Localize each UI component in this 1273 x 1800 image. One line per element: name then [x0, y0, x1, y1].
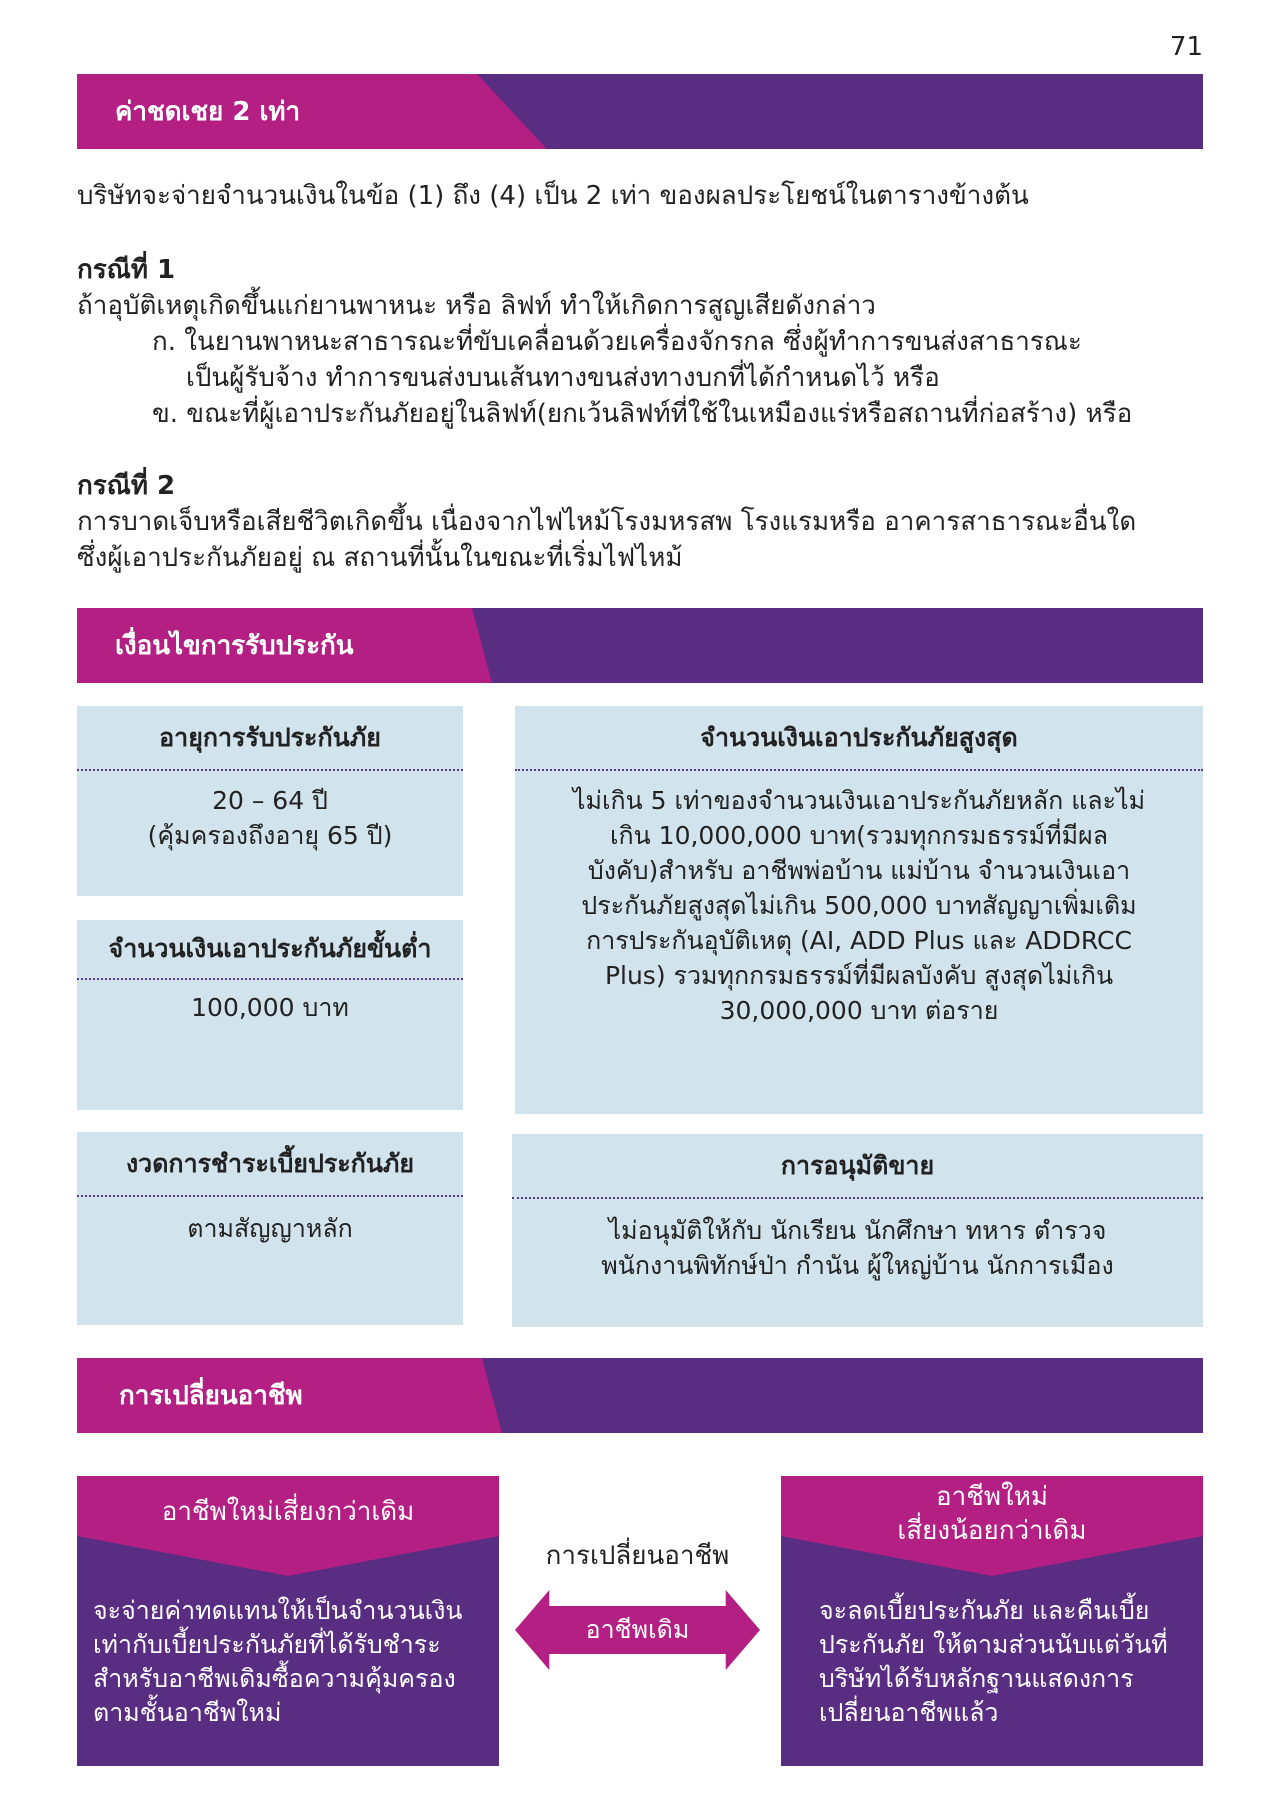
lower-risk-title-line1: อาชีพใหม่ [936, 1482, 1048, 1512]
max-sum-line: ประกันภัยสูงสุดไม่เกิน 500,000 บาทสัญญาเพิ่มเติม [581, 891, 1137, 920]
case2-heading: กรณีที่ 2 [77, 471, 176, 501]
max-sum-line: Plus) รวมทุกกรมธรรม์ที่มีผลบังคับ สูงสุดไม่เกิน [604, 961, 1114, 990]
age-range: 20 – 64 ปี [212, 786, 328, 815]
higher-risk-title: อาชีพใหม่เสี่ยงกว่าเดิม [161, 1497, 415, 1527]
min-sum-value: 100,000 บาท [191, 993, 349, 1022]
section-title: ค่าชดเชย 2 เท่า [115, 97, 301, 127]
max-sum-line: ไม่เกิน 5 เท่าของจำนวนเงินเอาประกันภัยหลัก และไม่ [572, 786, 1146, 815]
case1-item-a-line2: เป็นผู้รับจ้าง ทำการขนส่งบนเส้นทางขนส่งทางบกที่ได้กำหนดไว้ หรือ [186, 363, 940, 393]
higher-risk-line: สำหรับอาชีพเดิมซื้อความคุ้มครอง [93, 1664, 456, 1693]
max-sum-line: เกิน 10,000,000 บาท(รวมทุกกรมธรรม์ที่มีผล [609, 821, 1109, 850]
case2-line2: ซึ่งผู้เอาประกันภัยอยู่ ณ สถานที่นั้นในขณะที่เริ่มไฟไหม้ [77, 543, 683, 573]
card-age [77, 706, 463, 896]
case2-line1: การบาดเจ็บหรือเสียชีวิตเกิดขึ้น เนื่องจากไฟไหม้โรงมหรสพ โรงแรมหรือ อาคารสาธารณะอื่นใด [77, 507, 1137, 537]
section-banner-conditions [77, 608, 1203, 683]
original-occupation-label: อาชีพเดิม [585, 1615, 690, 1644]
card-payment [77, 1132, 463, 1325]
case1-item-a-line1: ก. ในยานพาหนะสาธารณะที่ขับเคลื่อนด้วยเครื่องจักรกล ซึ่งผู้ทำการขนส่งสาธารณะ [152, 327, 1082, 357]
lower-risk-line: เปลี่ยนอาชีพแล้ว [819, 1698, 999, 1727]
higher-risk-box [77, 1476, 499, 1766]
card-min-sum-title: จำนวนเงินเอาประกันภัยขั้นต่ำ [77, 920, 463, 980]
age-coverage: (คุ้มครองถึงอายุ 65 ปี) [147, 821, 393, 850]
case1-item-b: ข. ขณะที่ผู้เอาประกันภัยอยู่ในลิฟท์(ยกเว้นลิฟท์ที่ใช้ในเหมืองแร่หรือสถานที่ก่อสร้าง) หรือ [152, 399, 1133, 429]
section-banner-occupation-change [77, 1358, 1203, 1433]
card-approval-title: การอนุมัติขาย [512, 1134, 1203, 1199]
max-sum-line: 30,000,000 บาท ต่อราย [719, 996, 999, 1025]
higher-risk-line: ตามชั้นอาชีพใหม่ [93, 1698, 282, 1727]
case1-lead: ถ้าอุบัติเหตุเกิดขึ้นแก่ยานพาหนะ หรือ ลิฟท์ ทำให้เกิดการสูญเสียดังกล่าว [77, 291, 876, 321]
lower-risk-line: บริษัทได้รับหลักฐานแสดงการ [819, 1664, 1134, 1693]
case1-heading: กรณีที่ 1 [77, 255, 176, 285]
approval-line2: พนักงานพิทักษ์ป่า กำนัน ผู้ใหญ่บ้าน นักการเมือง [601, 1251, 1114, 1280]
lower-risk-title-line2: เสี่ยงน้อยกว่าเดิม [897, 1516, 1087, 1546]
lower-risk-line: จะลดเบี้ยประกันภัย และคืนเบี้ย [819, 1596, 1150, 1625]
intro-text: บริษัทจะจ่ายจำนวนเงินในข้อ (1) ถึง (4) เป็น 2 เท่า ของผลประโยชน์ในตารางข้างต้น [77, 181, 1029, 211]
card-approval [512, 1134, 1203, 1327]
lower-risk-line: ประกันภัย ให้ตามส่วนนับแต่วันที่ [819, 1630, 1168, 1659]
section-banner-double-compensation [77, 74, 1203, 149]
card-min-sum [77, 920, 463, 1110]
max-sum-line: การประกันอุบัติเหตุ (AI, ADD Plus และ ADDRCC [586, 926, 1132, 955]
higher-risk-line: เท่ากับเบี้ยประกันภัยที่ได้รับชำระ [93, 1630, 441, 1659]
occupation-change-label: การเปลี่ยนอาชีพ [545, 1541, 730, 1571]
card-max-sum [515, 706, 1203, 1114]
page-number: 71 [1169, 32, 1203, 62]
approval-line1: ไม่อนุมัติให้กับ นักเรียน นักศึกษา ทหาร ตำรวจ [608, 1216, 1107, 1245]
max-sum-line: บังคับ)สำหรับ อาชีพพ่อบ้าน แม่บ้าน จำนวนเงินเอา [587, 856, 1131, 885]
card-age-title: อายุการรับประกันภัย [77, 706, 463, 771]
section-title: เงื่อนไขการรับประกัน [115, 631, 354, 661]
card-payment-title: งวดการชำระเบี้ยประกันภัย [77, 1132, 463, 1197]
lower-risk-box [781, 1476, 1203, 1766]
payment-value: ตามสัญญาหลัก [187, 1214, 353, 1243]
section-title: การเปลี่ยนอาชีพ [119, 1381, 303, 1411]
higher-risk-line: จะจ่ายค่าทดแทนให้เป็นจำนวนเงิน [93, 1596, 463, 1625]
card-max-sum-title: จำนวนเงินเอาประกันภัยสูงสุด [515, 706, 1203, 771]
